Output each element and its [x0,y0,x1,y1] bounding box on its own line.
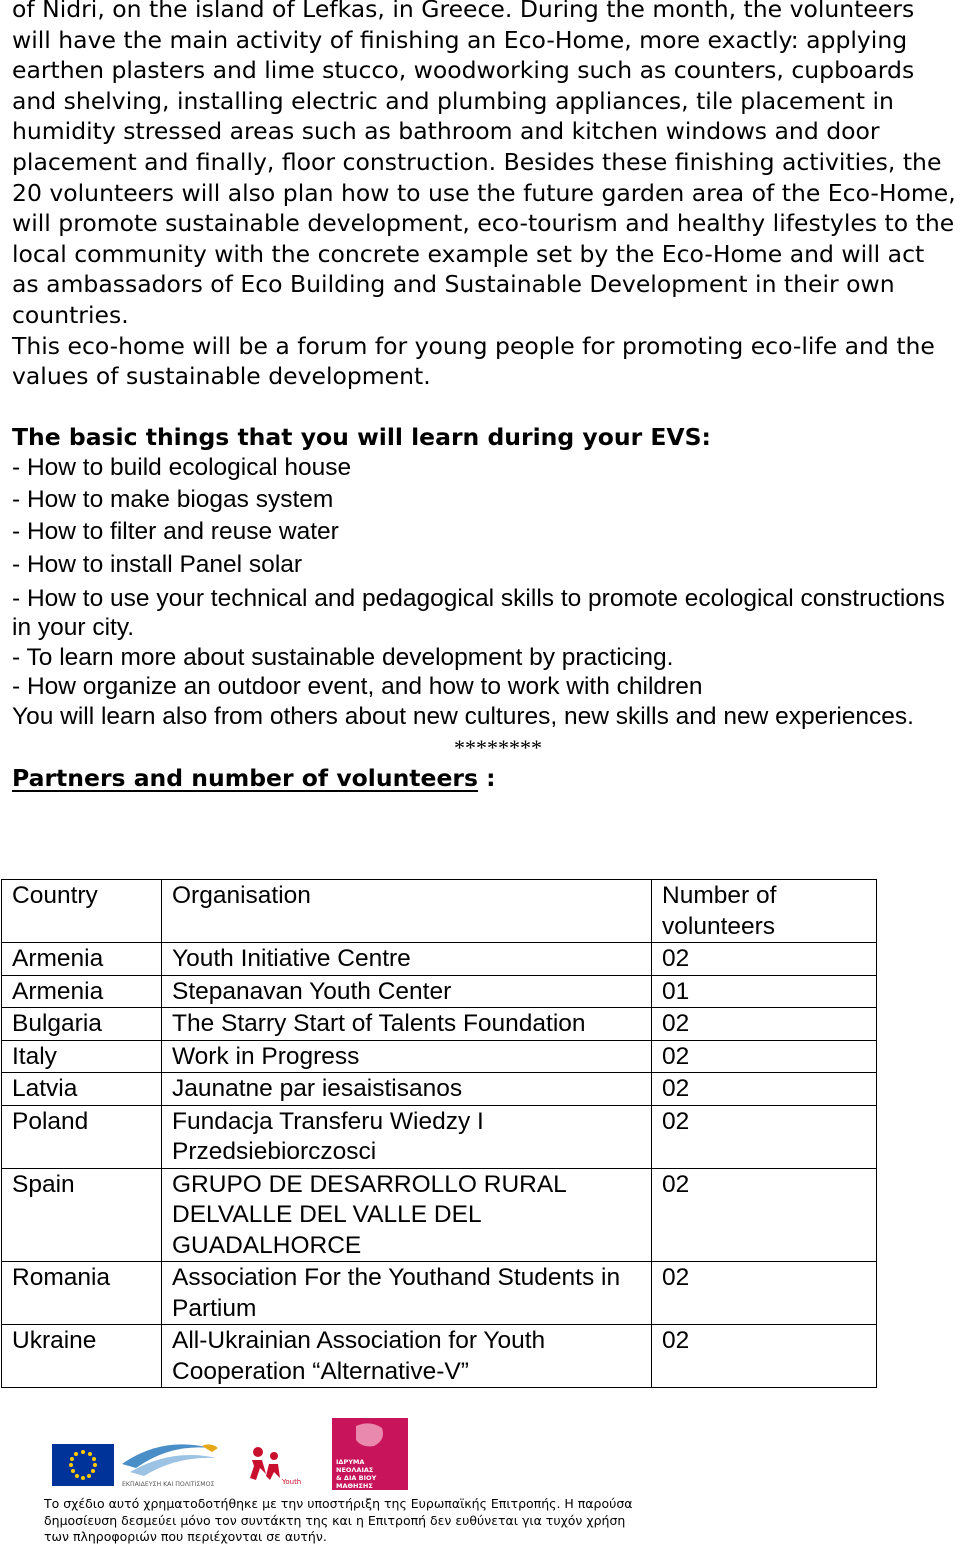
list-item: - To learn more about sustainable development by practicing. [12,643,674,671]
cell-country: Romania [2,1262,162,1325]
table-row [2,1262,877,1325]
document-page [12,0,956,793]
cell-organisation: Fundacja Transferu Wiedzy I Przedsiebiorczosci [162,1105,652,1168]
learn-list [12,452,956,702]
cell-volunteers: 02 [652,1325,877,1388]
youth-logo [250,1447,301,1486]
cell-organisation: Work in Progress [162,1040,652,1073]
table-row [2,1105,877,1168]
table-row [2,1073,877,1106]
cell-organisation: Youth Initiative Centre [162,943,652,976]
table-row [2,1040,877,1073]
education-culture-logo [122,1444,218,1488]
intro-paragraph: of Nidri, on the island of Lefkas, in Greece. During the month, the volunteers will have the main activity of finishing an Eco-Home, more exactly: applying earthen plasters and lime stucco, woodworking such as counters, cupboards and shelving, installing electric and plumbing appliances, tile placement in humidity stressed areas such as bathroom and kitchen windows and door placement and finally, floor construction. Besides these finishing activities, the 20 volunteers will also plan how to use the future garden area of the Eco-Home, will promote sustainable development, eco-tourism and healthy lifestyles to the local community with the concrete example set by the Eco-Home and will act as ambassadors of Eco Building and Sustainable Development in their own countries. [12,0,956,329]
forum-paragraph: This eco-home will be a forum for young people for promoting eco-life and the values of sustainable development. [12,331,935,391]
cell-organisation: Association For the Youthand Students in Partium [162,1262,652,1325]
table-row [2,1168,877,1262]
footer [0,1418,960,1544]
header-organisation: Organisation [162,880,652,943]
closing-text: You will learn also from others about new cultures, new skills and new experiences. [12,702,914,730]
education-culture-caption: ΕΚΠΑΙΔΕΥΣΗ ΚΑΙ ΠΟΛΙΤΙΣΜΟΣ [122,1481,215,1488]
learn-heading: The basic things that you will learn during your EVS: [12,422,711,451]
cell-organisation: The Starry Start of Talents Foundation [162,1008,652,1041]
youth-caption: Youth [282,1478,302,1486]
list-item: - How to build ecological house [12,453,352,481]
cell-volunteers: 02 [652,1040,877,1073]
cell-volunteers: 02 [652,1105,877,1168]
header-country: Country [2,880,162,943]
cell-organisation: Stepanavan Youth Center [162,975,652,1008]
table-row [2,943,877,976]
cell-country: Bulgaria [2,1008,162,1041]
cell-volunteers: 02 [652,1073,877,1106]
list-item: - How to make biogas system [12,486,334,514]
cell-country: Ukraine [2,1325,162,1388]
partners-heading-suffix: : [477,764,496,793]
svg-text:ΝΕΟΛΑΙΑΣ: ΝΕΟΛΑΙΑΣ [336,1466,374,1474]
cell-country: Italy [2,1040,162,1073]
list-item: - How to install Panel solar [12,550,303,578]
cell-organisation: All-Ukrainian Association for Youth Cooperation “Alternative-V” [162,1325,652,1388]
eu-flag-logo [52,1444,114,1486]
cell-volunteers: 02 [652,1168,877,1262]
svg-text:& ΔΙΑ ΒΙΟΥ: & ΔΙΑ ΒΙΟΥ [336,1474,377,1482]
cell-volunteers: 02 [652,1262,877,1325]
separator: ******** [454,735,542,761]
cell-country: Spain [2,1168,162,1262]
cell-volunteers: 01 [652,975,877,1008]
list-item: - How to use your technical and pedagogical skills to promote ecological constructions in your city. [12,584,945,642]
table-row [2,1325,877,1388]
svg-text:ΜΑΘΗΣΗΣ: ΜΑΘΗΣΗΣ [336,1482,373,1490]
partners-heading [12,763,956,793]
cell-country: Poland [2,1105,162,1168]
cell-organisation: Jaunatne par iesaistisanos [162,1073,652,1106]
list-item: - How organize an outdoor event, and how to work with children [12,673,703,701]
cell-organisation: GRUPO DE DESARROLLO RURAL DELVALLE DEL VALLE DEL GUADALHORCE [162,1168,652,1262]
partners-heading-text: Partners and number of volunteers [12,764,478,793]
header-volunteers: Number of volunteers [652,880,877,943]
foundation-logo [332,1418,408,1490]
disclaimer-text: Το σχέδιο αυτό χρηματοδοτήθηκε με την υποστήριξη της Ευρωπαϊκής Επιτροπής. Η παρούσα δημοσίευση δεσμεύει μόνο τον συντάκτη της και η Επιτροπή δεν ευθύνεται για τυχόν χρήση των πληροφοριών που περιέχονται σε αυτήν. [44,1496,633,1544]
svg-text:ΙΔΡΥΜΑ: ΙΔΡΥΜΑ [336,1458,365,1466]
table-header-row [2,880,877,943]
cell-country: Latvia [2,1073,162,1106]
cell-volunteers: 02 [652,943,877,976]
partners-table [1,879,877,1388]
sponsor-logos [52,1418,412,1490]
cell-country: Armenia [2,943,162,976]
cell-country: Armenia [2,975,162,1008]
cell-volunteers: 02 [652,1008,877,1041]
table-row [2,1008,877,1041]
list-item: - How to filter and reuse water [12,518,339,546]
table-row [2,975,877,1008]
